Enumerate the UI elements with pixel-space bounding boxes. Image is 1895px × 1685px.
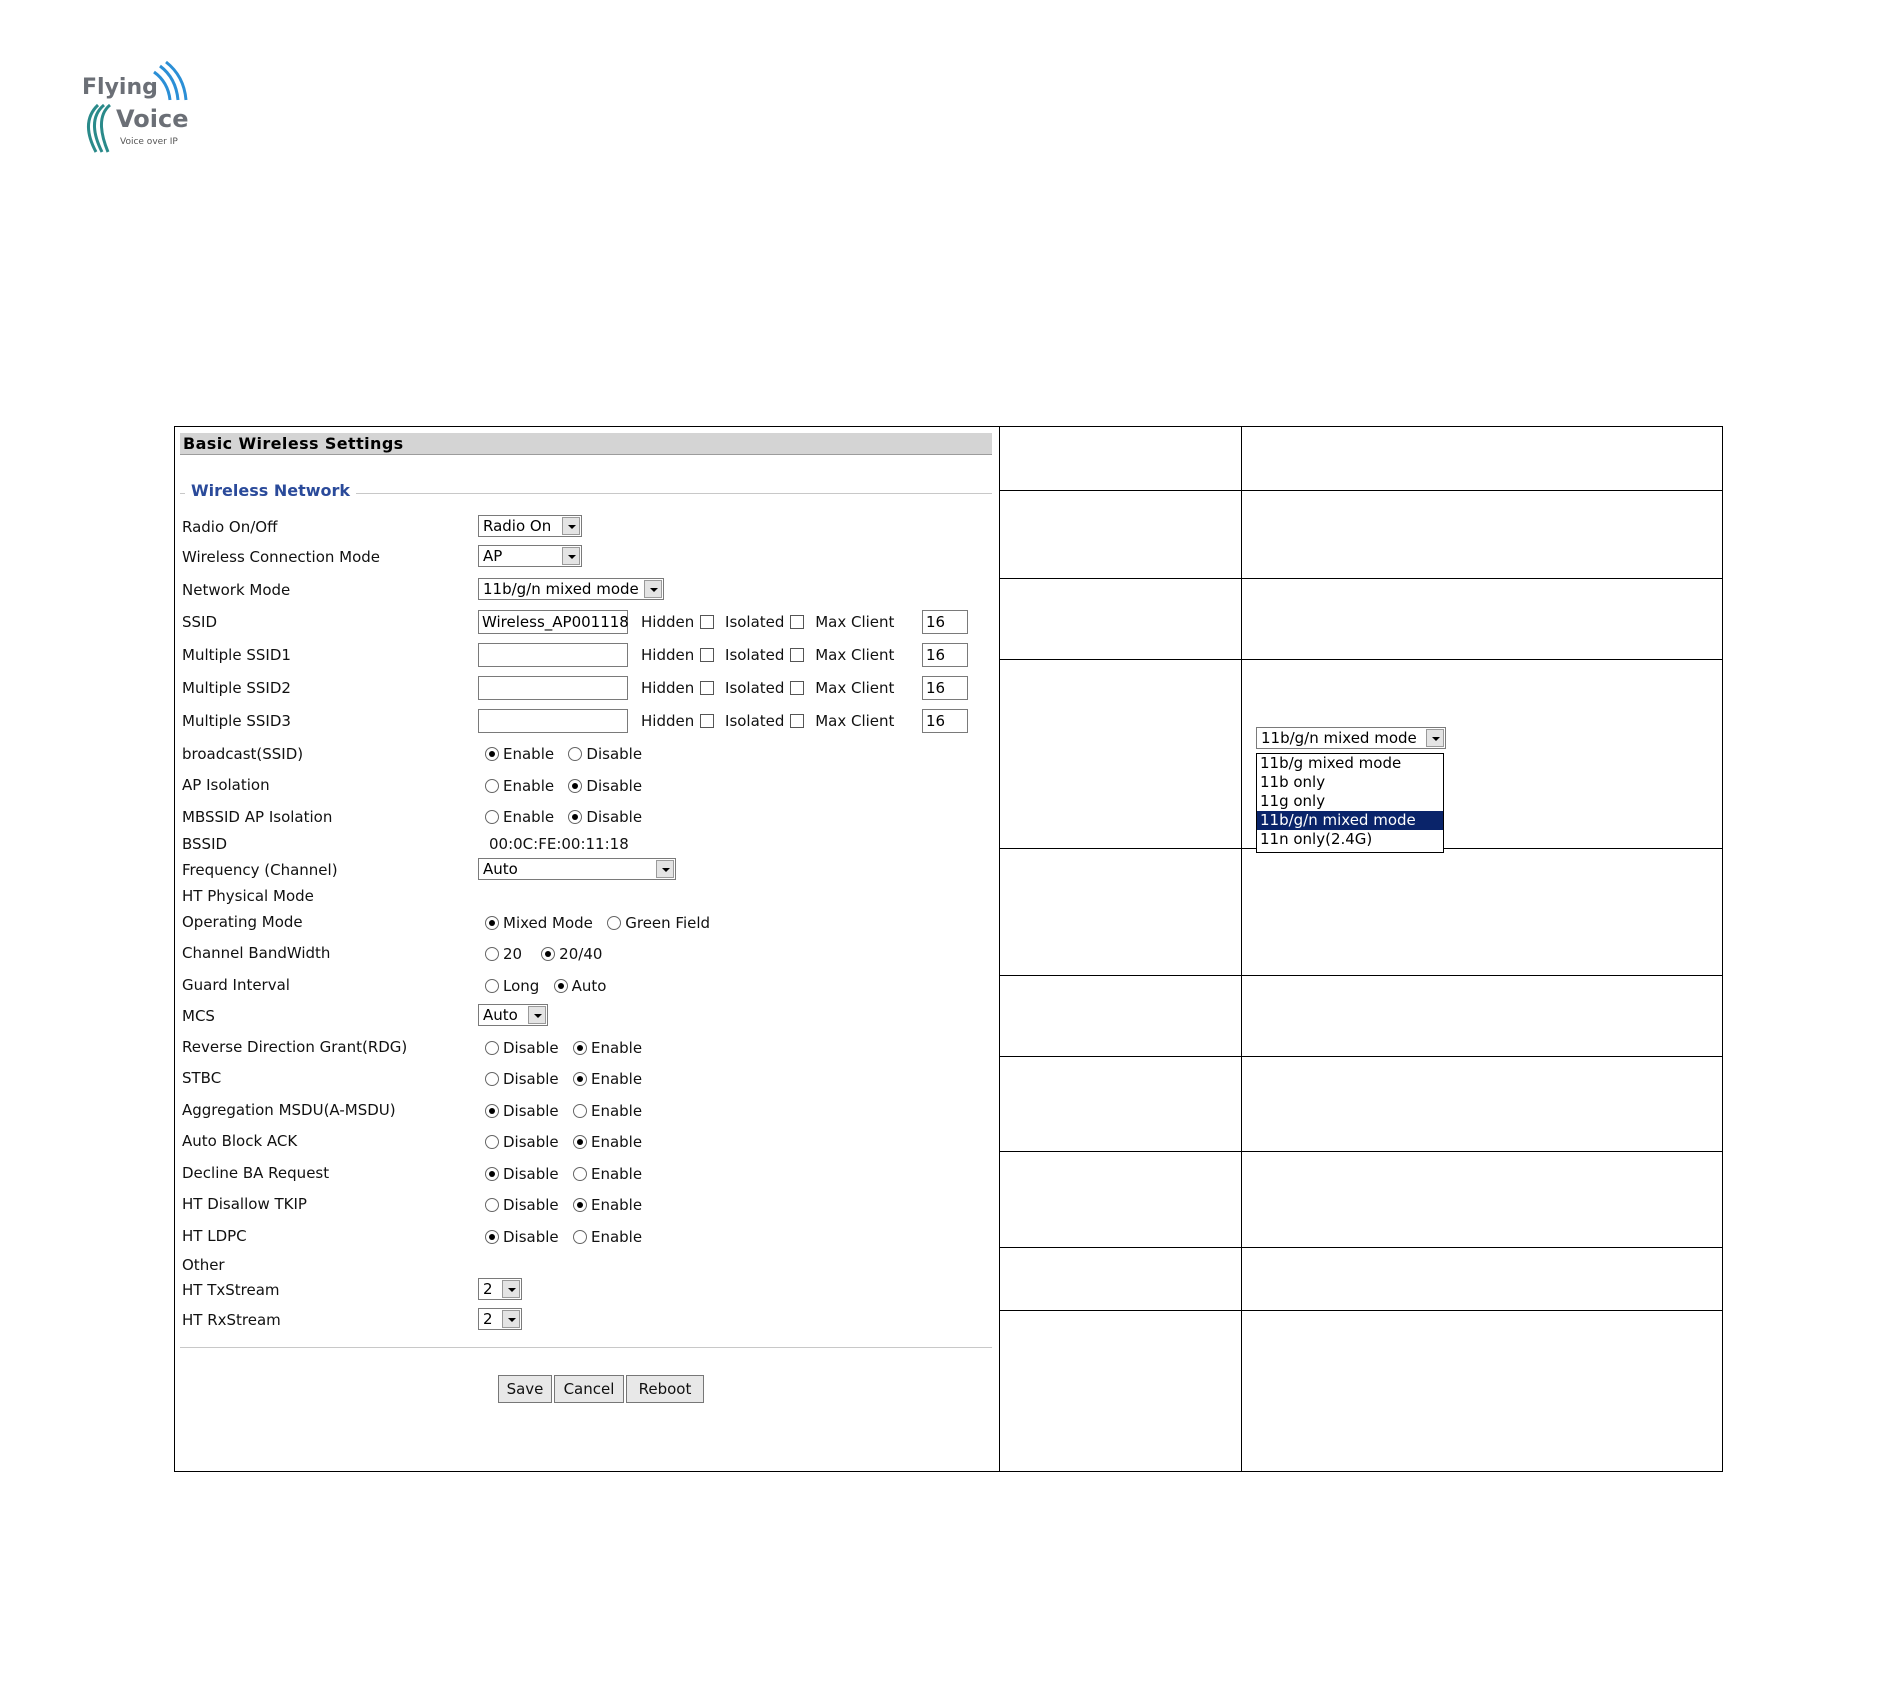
dropdown-option[interactable]: 11n only(2.4G) <box>1260 830 1373 848</box>
broadcast-enable-radio[interactable] <box>485 747 499 761</box>
disable-label: Disable <box>586 777 643 795</box>
mcs-label: MCS <box>182 1007 215 1025</box>
mbssid-enable-radio[interactable] <box>485 810 499 824</box>
enable-label: Enable <box>590 1102 643 1120</box>
logo-tagline: Voice over IP <box>120 137 178 147</box>
disable-label: Disable <box>503 1228 559 1246</box>
ap-isolation-radios <box>485 777 642 795</box>
ldpc-disable-radio[interactable] <box>485 1230 499 1244</box>
broadcast-disable-radio[interactable] <box>568 747 582 761</box>
row-divider <box>999 1247 1722 1248</box>
conn-mode-select[interactable] <box>478 545 582 567</box>
section-title: Wireless Network <box>185 481 356 500</box>
mssid3-label: Multiple SSID3 <box>182 712 291 730</box>
document-table <box>174 426 1723 1472</box>
guard-auto-radio[interactable] <box>554 979 568 993</box>
ht-physical-mode-label: HT Physical Mode <box>182 887 314 905</box>
disable-label: Disable <box>503 1070 559 1088</box>
bottom-divider <box>180 1347 992 1348</box>
green-field-radio[interactable] <box>607 916 621 930</box>
stbc-disable-radio[interactable] <box>485 1072 499 1086</box>
guard-interval-radios <box>485 977 606 995</box>
hidden-label: Hidden <box>641 646 695 664</box>
column-divider <box>1241 427 1242 1471</box>
guard-interval-label: Guard Interval <box>182 976 290 994</box>
disable-label: Disable <box>503 1133 559 1151</box>
enable-label: Enable <box>590 1070 643 1088</box>
hidden-label: Hidden <box>641 712 695 730</box>
conn-mode-value: AP <box>483 547 503 565</box>
row-divider <box>999 1056 1722 1057</box>
amsdu-disable-radio[interactable] <box>485 1104 499 1118</box>
mixed-mode-radio[interactable] <box>485 916 499 930</box>
other-label: Other <box>182 1256 225 1274</box>
disable-label: Disable <box>503 1196 559 1214</box>
green-field-label: Green Field <box>625 914 711 932</box>
max-client-label: Max Client <box>815 712 895 730</box>
isolated-label: Isolated <box>725 712 785 730</box>
radio-onoff-label: Radio On/Off <box>182 518 278 536</box>
max-client-input[interactable]: 16 <box>922 610 968 634</box>
max-client-input[interactable]: 16 <box>922 643 968 667</box>
hidden-checkbox[interactable] <box>700 615 714 629</box>
network-mode-label: Network Mode <box>182 581 291 599</box>
amsdu-radios <box>485 1102 642 1120</box>
bw-2040-radio[interactable] <box>541 947 555 961</box>
bssid-label: BSSID <box>182 835 228 853</box>
max-client-label: Max Client <box>815 613 895 631</box>
chevron-down-icon <box>502 1280 520 1298</box>
broadcast-radios <box>485 745 642 763</box>
mssid2-label: Multiple SSID2 <box>182 679 291 697</box>
cancel-button[interactable]: Cancel <box>554 1375 624 1403</box>
frequency-label: Frequency (Channel) <box>182 861 338 879</box>
enable-label: Enable <box>590 1196 643 1214</box>
stbc-label: STBC <box>182 1069 222 1087</box>
ap-isolation-label: AP Isolation <box>182 776 270 794</box>
hidden-label: Hidden <box>641 613 695 631</box>
chevron-down-icon <box>562 517 580 535</box>
operating-mode-radios <box>485 914 710 932</box>
dropdown-selected-value: 11b/g/n mixed mode <box>1261 729 1417 747</box>
rdg-radios <box>485 1039 642 1057</box>
tkip-radios <box>485 1196 642 1214</box>
enable-label: Enable <box>503 777 555 795</box>
max-client-label: Max Client <box>815 646 895 664</box>
hidden-checkbox[interactable] <box>700 681 714 695</box>
broadcast-label: broadcast(SSID) <box>182 745 304 763</box>
autoba-disable-radio[interactable] <box>485 1135 499 1149</box>
auto-block-ack-radios <box>485 1133 642 1151</box>
chevron-down-icon <box>562 547 580 565</box>
dropdown-option-highlighted[interactable]: 11b/g/n mixed mode <box>1257 811 1443 830</box>
decline-ba-enable-radio[interactable] <box>573 1167 587 1181</box>
operating-mode-label: Operating Mode <box>182 913 303 931</box>
network-mode-select[interactable] <box>478 578 664 600</box>
disable-label: Disable <box>503 1165 559 1183</box>
hidden-checkbox[interactable] <box>700 714 714 728</box>
mssid2-input[interactable] <box>478 676 628 700</box>
hidden-label: Hidden <box>641 679 695 697</box>
auto-label: Auto <box>571 977 607 995</box>
decline-ba-disable-radio[interactable] <box>485 1167 499 1181</box>
rxstream-select[interactable] <box>478 1308 522 1330</box>
rdg-disable-radio[interactable] <box>485 1041 499 1055</box>
basic-wireless-settings-panel <box>175 427 999 1471</box>
dropdown-option[interactable]: 11b only <box>1260 773 1326 791</box>
mssid1-options <box>641 646 894 664</box>
disable-label: Disable <box>586 808 643 826</box>
network-mode-value: 11b/g/n mixed mode <box>483 580 639 598</box>
enable-label: Enable <box>590 1228 643 1246</box>
network-mode-dropdown-head[interactable] <box>1256 727 1446 749</box>
radio-onoff-value: Radio On <box>483 517 552 535</box>
ldpc-radios <box>485 1228 642 1246</box>
dropdown-option[interactable]: 11g only <box>1260 792 1326 810</box>
ht-ldpc-label: HT LDPC <box>182 1227 247 1245</box>
disable-label: Disable <box>503 1102 559 1120</box>
enable-label: Enable <box>503 745 555 763</box>
panel-title: Basic Wireless Settings <box>180 433 992 455</box>
row-divider <box>999 659 1722 660</box>
row-divider <box>999 1151 1722 1152</box>
flying-voice-logo <box>80 60 190 155</box>
mcs-value: Auto <box>483 1006 518 1024</box>
amsdu-enable-radio[interactable] <box>573 1104 587 1118</box>
mbssid-disable-radio[interactable] <box>568 810 582 824</box>
txstream-select[interactable] <box>478 1278 522 1300</box>
row-divider <box>999 1310 1722 1311</box>
disable-label: Disable <box>503 1039 559 1057</box>
row-divider <box>999 578 1722 579</box>
rdg-label: Reverse Direction Grant(RDG) <box>182 1038 408 1056</box>
isolated-checkbox[interactable] <box>790 615 804 629</box>
amsdu-label: Aggregation MSDU(A-MSDU) <box>182 1101 396 1119</box>
disable-label: Disable <box>586 745 643 763</box>
enable-label: Enable <box>590 1133 643 1151</box>
conn-mode-label: Wireless Connection Mode <box>182 548 381 566</box>
isolated-label: Isolated <box>725 679 785 697</box>
enable-label: Enable <box>590 1165 643 1183</box>
mssid3-input[interactable] <box>478 709 628 733</box>
autoba-enable-radio[interactable] <box>573 1135 587 1149</box>
guard-long-radio[interactable] <box>485 979 499 993</box>
tkip-enable-radio[interactable] <box>573 1198 587 1212</box>
isolated-checkbox[interactable] <box>790 681 804 695</box>
ht-txstream-label: HT TxStream <box>182 1281 280 1299</box>
mbssid-isolation-label: MBSSID AP Isolation <box>182 808 333 826</box>
chevron-down-icon <box>644 580 662 598</box>
chevron-down-icon <box>528 1006 546 1024</box>
auto-block-ack-label: Auto Block ACK <box>182 1132 298 1150</box>
channel-bandwidth-label: Channel BandWidth <box>182 944 331 962</box>
mbssid-isolation-radios <box>485 808 642 826</box>
ldpc-enable-radio[interactable] <box>573 1230 587 1244</box>
stbc-radios <box>485 1070 642 1088</box>
ap-isolation-disable-radio[interactable] <box>568 779 582 793</box>
max-client-input[interactable]: 16 <box>922 709 968 733</box>
logo-line1: Flying <box>82 75 158 100</box>
bw-20-radio[interactable] <box>485 947 499 961</box>
txstream-value: 2 <box>483 1280 493 1298</box>
enable-label: Enable <box>590 1039 643 1057</box>
column-divider <box>999 427 1000 1471</box>
mcs-select[interactable] <box>478 1004 548 1026</box>
bw-2040-label: 20/40 <box>559 945 603 963</box>
ssid-label: SSID <box>182 613 218 631</box>
dropdown-option[interactable]: 11b/g mixed mode <box>1260 754 1402 772</box>
mssid2-options <box>641 679 894 697</box>
chevron-down-icon <box>656 860 674 878</box>
reboot-button[interactable]: Reboot <box>626 1375 704 1403</box>
frequency-value: Auto <box>483 860 518 878</box>
decline-ba-label: Decline BA Request <box>182 1164 330 1182</box>
ht-disallow-tkip-label: HT Disallow TKIP <box>182 1195 307 1213</box>
bssid-value: 00:0C:FE:00:11:18 <box>489 835 629 853</box>
rxstream-value: 2 <box>483 1310 493 1328</box>
row-divider <box>999 975 1722 976</box>
dropdown-option-list <box>1256 753 1444 853</box>
long-label: Long <box>503 977 540 995</box>
ap-isolation-enable-radio[interactable] <box>485 779 499 793</box>
logo-line2: Voice <box>116 105 189 133</box>
stbc-enable-radio[interactable] <box>573 1072 587 1086</box>
isolated-label: Isolated <box>725 613 785 631</box>
enable-label: Enable <box>503 808 555 826</box>
chevron-down-icon <box>1426 729 1444 747</box>
isolated-label: Isolated <box>725 646 785 664</box>
chevron-down-icon <box>502 1310 520 1328</box>
isolated-checkbox[interactable] <box>790 714 804 728</box>
max-client-input[interactable]: 16 <box>922 676 968 700</box>
tkip-disable-radio[interactable] <box>485 1198 499 1212</box>
ht-rxstream-label: HT RxStream <box>182 1311 281 1329</box>
bw-20-label: 20 <box>503 945 523 963</box>
max-client-label: Max Client <box>815 679 895 697</box>
frequency-select[interactable] <box>478 858 676 880</box>
save-button[interactable]: Save <box>498 1375 552 1403</box>
decline-ba-radios <box>485 1165 642 1183</box>
rdg-enable-radio[interactable] <box>573 1041 587 1055</box>
isolated-checkbox[interactable] <box>790 648 804 662</box>
bandwidth-radios <box>485 945 602 963</box>
ssid-input[interactable]: Wireless_AP001118 <box>478 610 628 634</box>
mixed-mode-label: Mixed Mode <box>503 914 593 932</box>
ssid-options <box>641 613 894 631</box>
mssid1-label: Multiple SSID1 <box>182 646 291 664</box>
mssid3-options <box>641 712 894 730</box>
radio-onoff-select[interactable] <box>478 515 582 537</box>
hidden-checkbox[interactable] <box>700 648 714 662</box>
mssid1-input[interactable] <box>478 643 628 667</box>
row-divider <box>999 490 1722 491</box>
